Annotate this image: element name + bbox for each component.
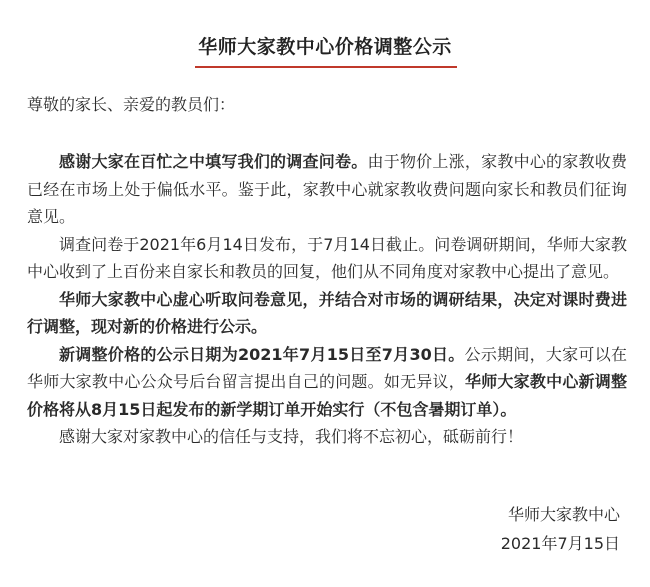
publicity-middle: 公示期间，大家可以在华师大家教中心公众号后台留言提出自己的问题。如无异议，	[27, 344, 627, 391]
paragraph-publicity	[27, 341, 627, 424]
paragraph-survey-thanks	[27, 148, 627, 231]
survey-thanks-rest: 由于物价上涨，家教中心的家教收费已经在市场上处于偏低水平。鉴于此，家教中心就家教收费问题向家长和教员们征询意见。	[27, 152, 627, 226]
paragraph-closing: 感谢大家对家教中心的信任与支持，我们将不忘初心，砥砺前行！	[59, 427, 524, 446]
signature-organization: 华师大家教中心	[507, 505, 620, 524]
title-underline	[195, 66, 457, 68]
publicity-dates-bold: 新调整价格的公示日期为2021年7月15日至7月30日。	[59, 344, 465, 364]
paragraph-survey-period: 调查问卷于2021年6月14日发布，于7月14日截止。问卷调研期间，华师大家教中心收到了上百份来自家长和教员的回复，他们从不同角度对家教中心提出了意见。	[27, 234, 627, 281]
survey-thanks-bold: 感谢大家在百忙之中填写我们的调查问卷。	[59, 152, 368, 171]
paragraph-decision: 华师大家教中心虚心听取问卷意见，并结合对市场的调研结果，决定对课时费进行调整，现对新的价格进行公示。	[27, 289, 627, 336]
notice-body	[27, 148, 627, 451]
effective-date-bold: 华师大家教中心新调整价格将从8月15日起发布的新学期订单开始实行（不包含暑期订单）。	[27, 372, 627, 419]
signature-date: 2021年7月15日	[500, 534, 620, 553]
greeting: 尊敬的家长、亲爱的教员们：	[27, 95, 236, 114]
notice-title: 华师大家教中心价格调整公示	[198, 36, 452, 58]
